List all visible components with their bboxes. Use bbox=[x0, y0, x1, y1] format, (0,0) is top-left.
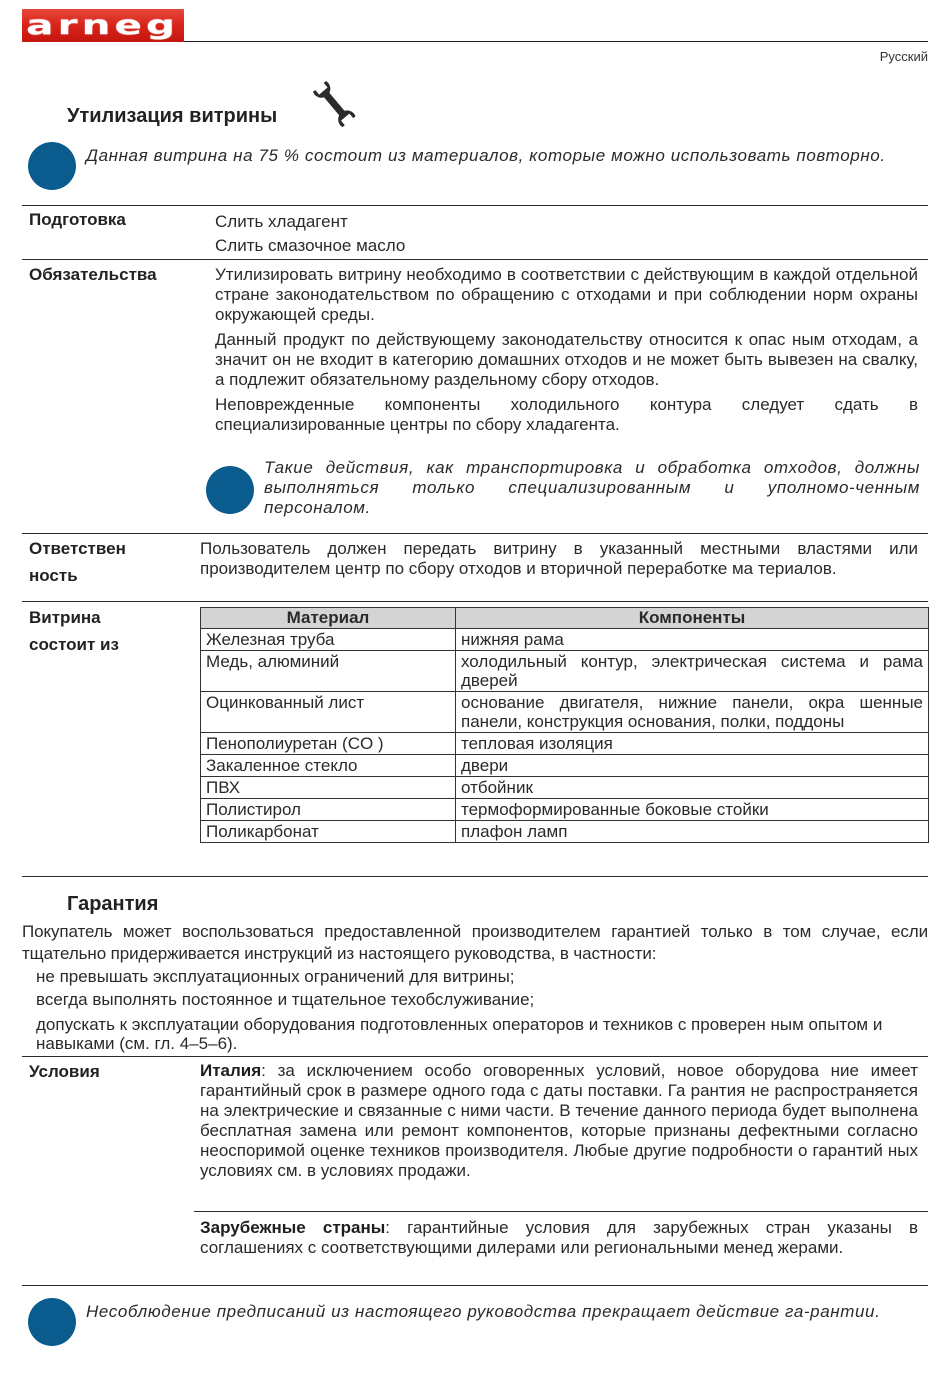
material-cell: Железная труба bbox=[201, 629, 456, 651]
components-cell: холодильный контур, электрическая система и рама дверей bbox=[456, 651, 929, 692]
foreign-label: Зарубежные страны bbox=[200, 1218, 386, 1237]
divider bbox=[22, 1056, 928, 1057]
column-header-material: Материал bbox=[201, 608, 456, 629]
material-cell: Полистирол bbox=[201, 799, 456, 821]
table-row bbox=[201, 755, 929, 777]
composition-label bbox=[29, 604, 119, 658]
table-row bbox=[201, 629, 929, 651]
divider bbox=[22, 259, 928, 260]
divider bbox=[22, 1285, 928, 1286]
obligations-paragraph: Утилизировать витрину необходимо в соответствии с действующим в каждой отдельной стране законодательством по обращению с отходами и при соблюдении норм охраны окружающей среды. bbox=[215, 265, 918, 324]
responsibility-label bbox=[29, 535, 126, 589]
divider bbox=[22, 876, 928, 877]
preparation-step: Слить смазочное масло bbox=[215, 236, 406, 255]
conditions-italy bbox=[200, 1061, 918, 1181]
composition-label-line: состоит из bbox=[29, 635, 119, 654]
list-item: не превышать эксплуатационных ограничений для витрины; bbox=[36, 967, 515, 986]
obligations-label: Обязательства bbox=[29, 265, 157, 284]
list-item: всегда выполнять постоянное и тщательное техобслуживание; bbox=[36, 990, 535, 1009]
material-cell: Пенополиуретан (CO ) bbox=[201, 733, 456, 755]
language-label: Русский bbox=[879, 49, 928, 64]
table-row bbox=[201, 799, 929, 821]
header-divider bbox=[184, 41, 928, 42]
info-dot-icon bbox=[28, 142, 76, 190]
material-cell: Закаленное стекло bbox=[201, 755, 456, 777]
divider bbox=[22, 205, 928, 206]
wrench-icon bbox=[308, 77, 360, 129]
info-dot-icon bbox=[206, 466, 254, 514]
responsibility-label-line: ность bbox=[29, 566, 78, 585]
divider bbox=[194, 1211, 928, 1212]
material-cell: ПВХ bbox=[201, 777, 456, 799]
components-cell: плафон ламп bbox=[456, 821, 929, 843]
components-cell: отбойник bbox=[456, 777, 929, 799]
table-row bbox=[201, 821, 929, 843]
materials-table-body bbox=[201, 629, 929, 843]
recyclable-note: Данная витрина на 75 % состоит из материалов, которые можно использовать повторно. bbox=[86, 146, 886, 165]
table-row bbox=[201, 651, 929, 692]
material-cell: Медь, алюминий bbox=[201, 651, 456, 692]
responsibility-label-line: Ответствен bbox=[29, 539, 126, 558]
table-header-row bbox=[201, 608, 929, 629]
obligations-text bbox=[215, 265, 918, 440]
preparation-label: Подготовка bbox=[29, 210, 126, 229]
list-item: допускать к эксплуатации оборудования подготовленных операторов и техников с проверен ным опытом и навыками (см. гл. 4–5–6). bbox=[36, 1015, 883, 1053]
conditions-label: Условия bbox=[29, 1062, 100, 1081]
warranty-requirements-list bbox=[36, 966, 926, 1053]
column-header-components: Компоненты bbox=[456, 608, 929, 629]
preparation-step: Слить хладагент bbox=[215, 212, 348, 231]
components-cell: тепловая изоляция bbox=[456, 733, 929, 755]
obligations-note: Такие действия, как транспортировка и обработка отходов, должны выполняться только специализированным и уполномо-ченным персоналом. bbox=[264, 458, 920, 517]
material-cell: Поликарбонат bbox=[201, 821, 456, 843]
arneg-logo bbox=[22, 9, 184, 42]
table-row bbox=[201, 777, 929, 799]
components-cell: термоформированные боковые стойки bbox=[456, 799, 929, 821]
materials-table bbox=[200, 607, 929, 843]
obligations-paragraph: Неповрежденные компоненты холодильного контура следует сдать в специализированные центры по сбору хладагента. bbox=[215, 395, 918, 434]
composition-label-line: Витрина bbox=[29, 608, 101, 627]
italy-text: : за исключением особо оговоренных условий, новое оборудова ние имеет гарантийный срок в размере одного года с даты поставки. Га рантия не распространяется на электрические и связанные с ними части. В течение данного периода будет выполнена бесплатная замена или ремонт компонентов, которые признаны дефектными согласно неоспоримой оценке техников производителя. Любые другие подробности о гарантий ных условиях см. в условиях продажи. bbox=[200, 1061, 918, 1180]
obligations-paragraph: Данный продукт по действующему законодательству относится к опас ным отходам, а значит он не входит в категорию домашних отходов и не может быть вывезен на свалку, а подлежит обязательному раздельному сбору отходов. bbox=[215, 330, 918, 389]
components-cell: двери bbox=[456, 755, 929, 777]
preparation-steps bbox=[215, 210, 405, 258]
divider bbox=[22, 533, 928, 534]
logo-text: arneg bbox=[26, 9, 180, 41]
responsibility-text: Пользователь должен передать витрину в указанный местными властями или производителем центр по сбору отходов и вторичной переработке ма териалов. bbox=[200, 539, 918, 578]
warranty-title: Гарантия bbox=[67, 893, 159, 915]
warranty-note: Несоблюдение предписаний из настоящего руководства прекращает действие га-рантии. bbox=[86, 1302, 881, 1321]
warranty-intro: Покупатель может воспользоваться предоставленной производителем гарантией только в том случае, если тщательно придерживается инструкций из настоящего руководства, в частности: bbox=[22, 922, 928, 963]
table-row bbox=[201, 733, 929, 755]
conditions-foreign bbox=[200, 1218, 918, 1258]
components-cell: основание двигателя, нижние панели, окра шенные панели, конструкция основания, полки, поддоны bbox=[456, 692, 929, 733]
material-cell: Оцинкованный лист bbox=[201, 692, 456, 733]
table-row bbox=[201, 692, 929, 733]
italy-label: Италия bbox=[200, 1061, 262, 1080]
components-cell: нижняя рама bbox=[456, 629, 929, 651]
divider bbox=[22, 601, 928, 602]
disposal-title: Утилизация витрины bbox=[67, 105, 278, 127]
info-dot-icon bbox=[28, 1298, 76, 1346]
foreign-text: : гарантийные условия для зарубежных стран указаны в соглашениях с соответствующими дилерами или региональными менед жерами. bbox=[200, 1218, 918, 1257]
